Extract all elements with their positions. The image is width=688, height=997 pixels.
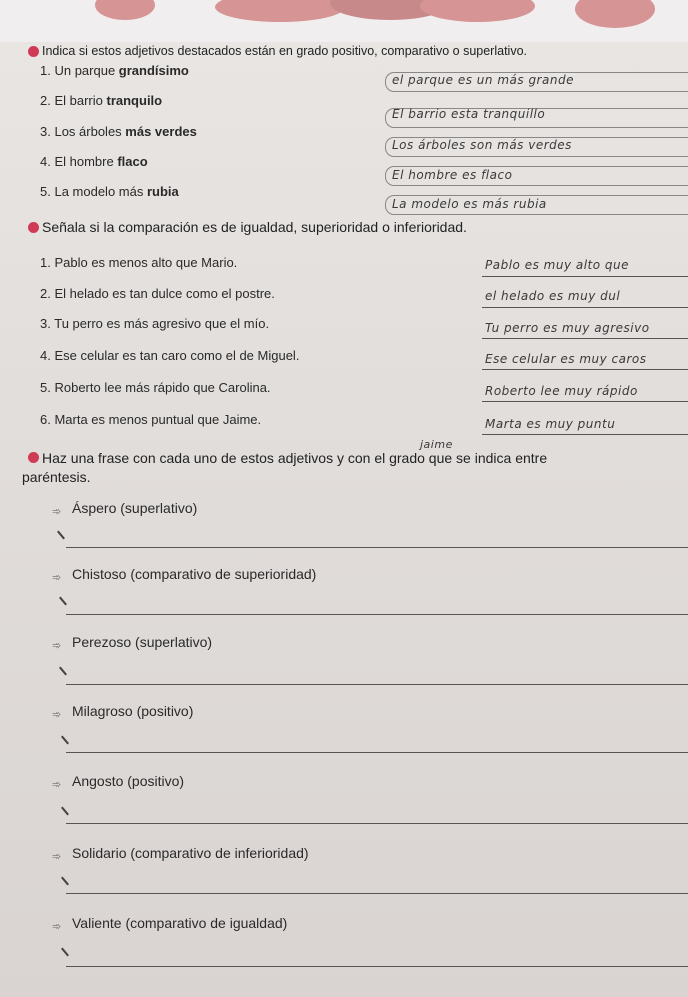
handwritten-answer: El barrio esta tranquillo: [392, 107, 546, 121]
arrow-bullet-icon: ➾: [52, 572, 62, 584]
answer-line[interactable]: [482, 434, 688, 435]
answer-line[interactable]: [66, 547, 688, 548]
handwritten-answer: Los árboles son más verdes: [392, 138, 572, 152]
list-item: 6. Marta es menos puntual que Jaime.: [40, 412, 262, 427]
adjective-prompt: Solidario (comparativo de inferioridad): [72, 845, 309, 861]
handwritten-answer: Ese celular es muy caros: [485, 352, 647, 366]
handwritten-answer: La modelo es más rubia: [392, 197, 547, 211]
adjective-prompt: Milagroso (positivo): [72, 703, 194, 719]
pen-mark: [61, 736, 69, 745]
pen-mark: [57, 531, 65, 540]
answer-line[interactable]: [482, 276, 688, 277]
list-item: 5. La modelo más rubia: [40, 184, 179, 199]
section1-instruction: Indica si estos adjetivos destacados están en grado positivo, comparativo o superlativo.: [42, 44, 527, 58]
arrow-bullet-icon: ➾: [52, 709, 62, 721]
pen-mark: [59, 597, 67, 606]
pen-mark: [59, 667, 67, 676]
list-item: 5. Roberto lee más rápido que Carolina.: [40, 380, 271, 395]
section3-instruction: Haz una frase con cada uno de estos adjetivos y con el grado que se indica entre paréntesis.: [22, 450, 548, 485]
handwritten-answer: Tu perro es muy agresivo: [485, 321, 650, 335]
answer-line[interactable]: [482, 369, 688, 370]
handwritten-answer: Pablo es muy alto que: [485, 258, 630, 272]
handwritten-answer: el parque es un más grande: [392, 73, 574, 87]
list-item: 2. El barrio tranquilo: [40, 93, 163, 108]
list-item: 1. Pablo es menos alto que Mario.: [40, 255, 238, 270]
adjective-prompt: Valiente (comparativo de igualdad): [72, 915, 288, 931]
answer-line[interactable]: [66, 614, 688, 615]
list-item: 2. El helado es tan dulce como el postre.: [40, 286, 275, 301]
section1-bullet: [28, 46, 39, 57]
answer-line[interactable]: [66, 684, 688, 685]
answer-line[interactable]: [482, 401, 688, 402]
answer-line[interactable]: [482, 307, 688, 308]
handwritten-answer: Marta es muy puntu: [485, 417, 616, 431]
adjective-prompt: Perezoso (superlativo): [72, 634, 213, 650]
handwritten-answer: El hombre es flaco: [392, 168, 513, 182]
pen-mark: [61, 877, 69, 886]
list-item: 4. Ese celular es tan caro como el de Miguel.: [40, 348, 300, 363]
list-item: 1. Un parque grandísimo: [40, 63, 189, 78]
adjective-prompt: Chistoso (comparativo de superioridad): [72, 566, 317, 582]
answer-line[interactable]: [66, 823, 688, 824]
pen-mark: [61, 807, 69, 816]
adjective-prompt: Angosto (positivo): [72, 773, 185, 789]
answer-line[interactable]: [66, 752, 688, 753]
arrow-bullet-icon: ➾: [52, 640, 62, 652]
section2-instruction: Señala si la comparación es de igualdad, superioridad o inferioridad.: [42, 219, 467, 235]
arrow-bullet-icon: ➾: [52, 921, 62, 933]
list-item: 3. Tu perro es más agresivo que el mío.: [40, 316, 270, 331]
arrow-bullet-icon: ➾: [52, 851, 62, 863]
list-item: 3. Los árboles más verdes: [40, 124, 197, 139]
list-item: 4. El hombre flaco: [40, 154, 148, 169]
answer-line[interactable]: [66, 893, 688, 894]
arrow-bullet-icon: ➾: [52, 779, 62, 791]
answer-line[interactable]: [482, 338, 688, 339]
section2-bullet: [28, 222, 39, 233]
handwritten-answer: el helado es muy dul: [485, 289, 621, 303]
answer-line[interactable]: [66, 966, 688, 967]
adjective-prompt: Áspero (superlativo): [72, 500, 198, 516]
handwritten-answer: Roberto lee muy rápido: [485, 384, 638, 398]
pen-mark: [61, 948, 69, 957]
margin-note: jaime: [420, 438, 453, 451]
arrow-bullet-icon: ➾: [52, 506, 62, 518]
